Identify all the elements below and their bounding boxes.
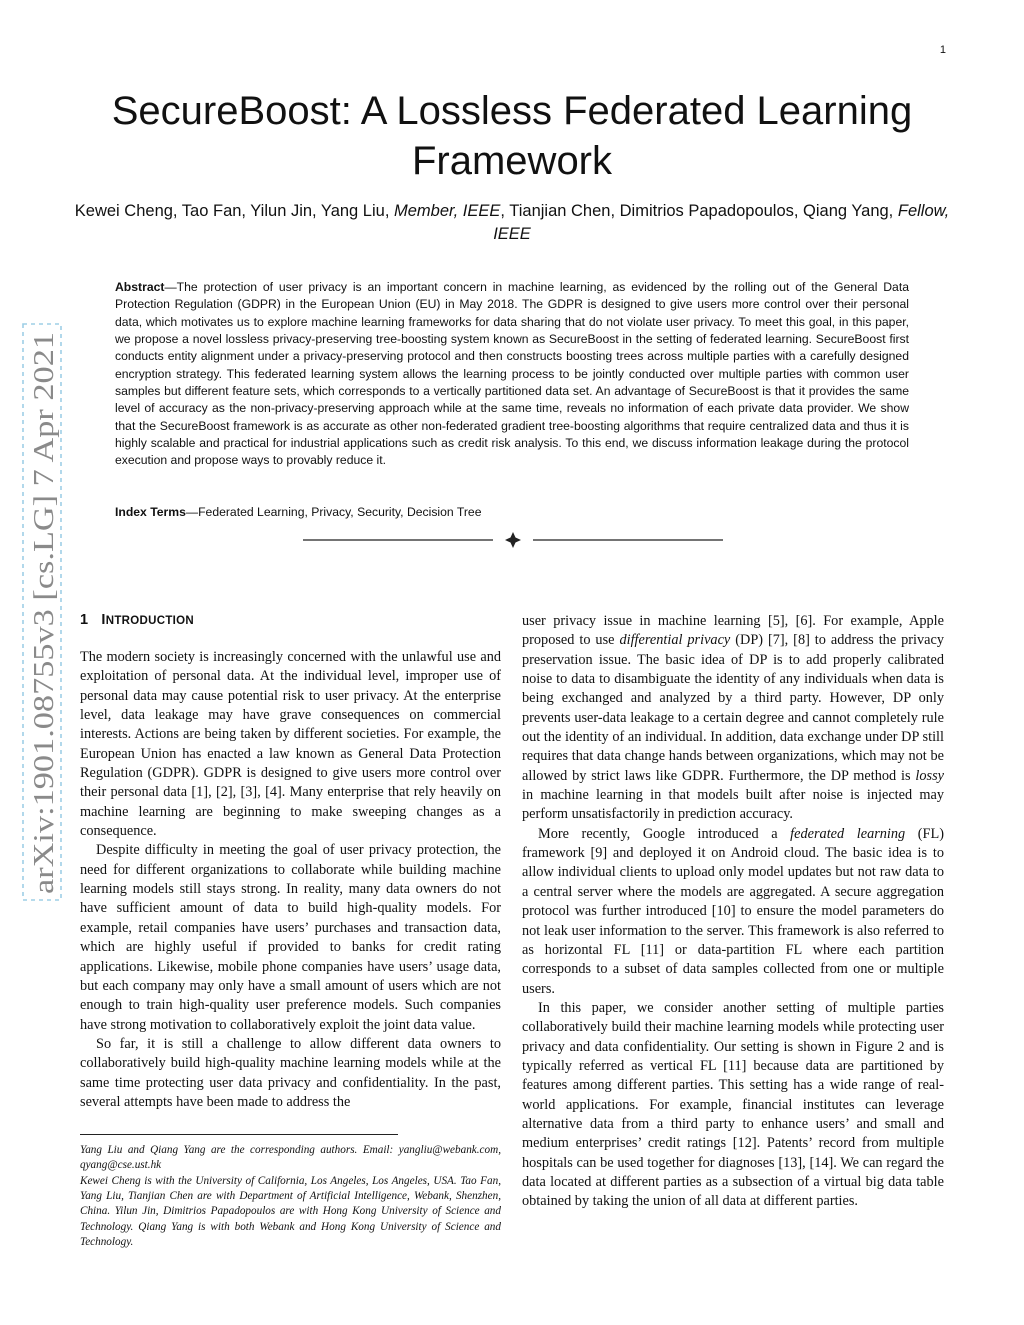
text-run: (FL) framework [9] and deployed it on Android cloud. The basic idea is to allow individual clients to upload only model updates but not raw data to a central server where the models are aggregated. A secure aggregation protocol was further introduced [10] to ensure the model parameters do not leak user information to the server. This framework is also referred to as horizontal FL [11] or data-partition FL where each partition corresponds to a subset of data samples collected from one or multiple users. bbox=[522, 825, 945, 997]
paper-title: SecureBoost: A Lossless Federated Learning Framework bbox=[111, 89, 913, 183]
text-run: (DP) [7], [8] to address the privacy preservation issue. The basic idea of DP is to add properly calibrated noise to data to disambiguate the identity of any individuals when data is being exchanged and analyzed by a third party. However, DP only prevents user-data leakage to a certain degree and cannot completely rule out the identity of an individual. In addition, data exchange under DP still requires that data change hands between organizations, which may not be allowed by strict laws like GDPR. Furthermore, the DP method is bbox=[522, 632, 944, 784]
emphasis: federated learning bbox=[790, 825, 906, 842]
section-title-rest: NTRODUCTION bbox=[105, 615, 194, 627]
section-heading bbox=[80, 612, 194, 628]
footnotes bbox=[80, 1143, 501, 1250]
author-names-1: Kewei Cheng, Tao Fan, Yilun Jin, Yang Liu, bbox=[74, 202, 390, 220]
author-list bbox=[70, 200, 954, 246]
emphasis: differential privacy bbox=[619, 632, 731, 649]
text-run: user privacy issue in machine learning [5], [6]. For example, Apple proposed to use bbox=[522, 613, 944, 649]
left-column bbox=[80, 648, 501, 1112]
author-role-member: Member, IEEE bbox=[394, 202, 501, 220]
index-terms-text: —Federated Learning, Privacy, Security, Decision Tree bbox=[185, 505, 482, 519]
footnote-rule bbox=[80, 1134, 398, 1135]
paragraph: In this paper, we consider another setting of multiple parties collaboratively build their machine learning models while protecting user privacy and data confidentiality. Our setting is shown in Figure 2 and is typically referred as vertical FL [11] because data are partitioned by features among different parties. This setting has a wide range of real-world applications. For example, financial institutes can leverage alternative data from a third party to enhance users’ and small and medium enterprises’ credit ratings [12]. Patents’ record from multiple hospitals can be used together for diagnoses [13], [14]. We can regard the data located at different parties as a subsection of a virtual big data table obtained by taking the union of all data at different parties. bbox=[522, 999, 944, 1210]
abstract-text: —The protection of user privacy is an important concern in machine learning, as evidenced by the rolling out of the General Data Protection Regulation (GDPR) in the European Union (EU) in May 2018. The GDPR is designed to give users more control over their personal data, which motivates us to explore machine learning frameworks for data sharing that do not violate user privacy. To meet this goal, in this paper, we propose a novel lossless privacy-preserving tree-boosting system known as SecureBoost in the setting of federated learning. SecureBoost first conducts entity alignment under a privacy-preserving protocol and then constructs boosting trees across multiple parties with a carefully designed encryption strategy. This federated learning system allows the learning process to be jointly conducted over multiple parties with common user samples but different feature sets, which corresponds to a vertically partitioned data set. An advantage of SecureBoost is that it provides the same level of accuracy as the non-privacy-preserving approach while at the same time, reveals no information of each private data provider. We show that the SecureBoost framework is as accurate as other non-federated gradient tree-boosting algorithms that require centralized data and thus it is highly scalable and practical for industrial applications such as credit risk analysis. To this end, we discuss information leakage during the protocol execution and propose ways to provably reduce it. bbox=[115, 280, 909, 468]
abstract bbox=[115, 279, 909, 470]
text-run: More recently, Google introduced a bbox=[538, 825, 778, 842]
section-number: 1 bbox=[80, 612, 89, 628]
index-terms bbox=[115, 505, 909, 519]
arxiv-stamp-text: arXiv:1901.08755v3 [cs.LG] 7 Apr 2021 bbox=[29, 435, 60, 894]
paragraph bbox=[522, 825, 944, 999]
divider-diamond-icon bbox=[505, 532, 521, 548]
right-column bbox=[522, 612, 944, 1212]
paragraph bbox=[522, 612, 944, 825]
emphasis: lossy bbox=[915, 767, 944, 784]
text-run: in machine learning in that models built after noise is injected may perform unsatisfactorily in prediction accuracy. bbox=[522, 787, 944, 823]
footnote-corresponding: Yang Liu and Qiang Yang are the corresponding authors. Email: yangliu@webank.com, qyang@cse.ust.hk bbox=[80, 1144, 501, 1172]
index-terms-label: Index Terms bbox=[115, 505, 186, 519]
author-role-fellow: Fellow, IEEE bbox=[493, 202, 950, 243]
section-divider bbox=[303, 531, 723, 549]
paragraph: So far, it is still a challenge to allow different data owners to collaboratively build high-quality machine learning models while at the same time protecting user data privacy and confidentiality. In the past, several attempts have been made to address the bbox=[80, 1035, 501, 1110]
abstract-label: Abstract bbox=[115, 280, 165, 294]
page-number: 1 bbox=[939, 44, 946, 56]
footnote-affiliations: Kewei Cheng is with the University of California, Los Angeles, Los Angeles, USA. Tao Fan, Yang Liu, Tianjian Chen are with Department of Artificial Intelligence, Webank, Shenzhen, China. Yilun Jin, Dimitrios Papadopoulos are with Hong Kong University of Science and Technology. Qiang Yang is with both Webank and Hong Kong University of Science and Technology. bbox=[80, 1174, 501, 1249]
author-names-2: , Tianjian Chen, Dimitrios Papadopoulos, Qiang Yang, bbox=[500, 202, 894, 220]
paragraph: The modern society is increasingly concerned with the unlawful use and exploitation of personal data. At the individual level, improper use of personal data may cause potential risk to user privacy. At the enterprise level, data leakage may have grave consequences on commercial interests. Actions are being taken by different societies. For example, the European Union has enacted a law known as General Data Protection Regulation (GDPR). GDPR is designed to give users more control over their personal data [1], [2], [3], [4]. Many enterprise that rely heavily on machine learning are beginning to make sweeping changes as a consequence. bbox=[80, 649, 501, 840]
arxiv-stamp bbox=[22, 323, 62, 901]
section-title-initial: I bbox=[101, 612, 106, 628]
paragraph: Despite difficulty in meeting the goal of user privacy protection, the need for different organizations to collaborate while building machine learning models still stays strong. In reality, many data owners do not have sufficient amount of data to build high-quality models. For example, retail companies have users’ purchases and transaction data, which are highly useful if provided to banks for credit rating applications. Likewise, mobile phone companies have users’ usage data, but each company may only have a small amount of users which are not enough to train high-quality user preference models. Such companies have strong motivation to collaboratively exploit the joint data value. bbox=[80, 842, 501, 1033]
